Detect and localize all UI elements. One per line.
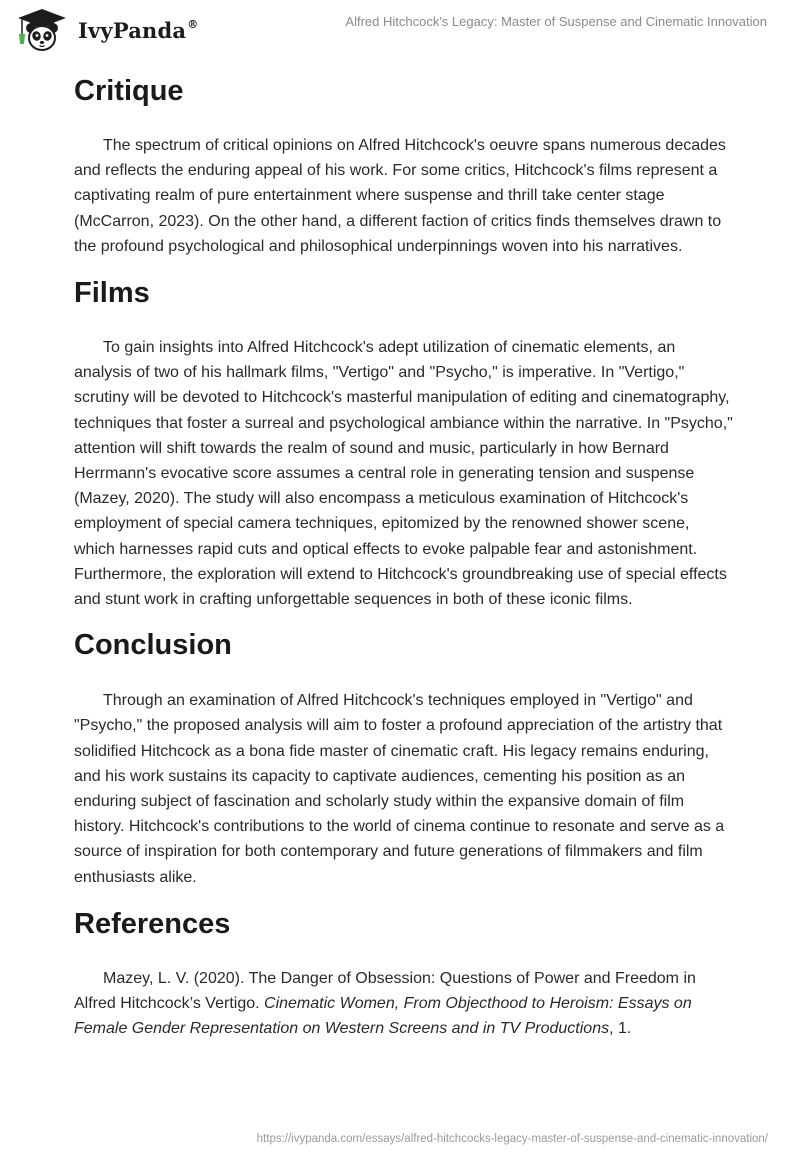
critique-paragraph: The spectrum of critical opinions on Alfred Hitchcock's oeuvre spans numerous decades and reflects the enduring appeal of his work. For some critics, Hitchcock's films represent a captivating realm of pure entertainment where suspense and thrill take center stage (McCarron, 2023). On the other hand, a different faction of critics finds themselves drawn to the profound psychological and philosophical underpinnings woven into his narratives.	[74, 137, 726, 255]
panda-graduation-icon	[14, 8, 70, 54]
reference-entry	[74, 966, 734, 1042]
brand-text: IvyPanda	[78, 17, 187, 43]
essay-body	[74, 70, 734, 1041]
brand-name	[78, 18, 198, 43]
registered-mark: ®	[187, 17, 199, 31]
reference-tail: , 1.	[609, 1020, 632, 1038]
conclusion-heading: Conclusion	[74, 629, 232, 662]
references-heading: References	[74, 907, 231, 940]
films-paragraph: To gain insights into Alfred Hitchcock's adept utilization of cinematic elements, an analysis of two of his hallmark films, "Vertigo" and "Psycho," is imperative. In "Vertigo," scrutiny will be devoted to Hitchcock's masterful manipulation of editing and cinematography, techniques that foster a surreal and psychological ambiance within the narrative. In "Psycho," attention will shift towards the realm of sound and music, particularly in how Bernard Herrmann's evocative score assumes a central role in generating tension and suspense (Mazey, 2020). The study will also encompass a meticulous examination of Hitchcock's employment of special camera techniques, epitomized by the renowned shower scene, which harnesses rapid cuts and optical effects to evoke palpable fear and astonishment. Furthermore, the exploration will extend to Hitchcock's groundbreaking use of special effects and stunt work in crafting unforgettable sequences in both of these iconic films.	[74, 339, 733, 609]
conclusion-section	[74, 624, 734, 890]
page-header	[0, 0, 800, 60]
source-url[interactable]: https://ivypanda.com/essays/alfred-hitchcocks-legacy-master-of-suspense-and-cinematic-innovation/	[256, 1133, 768, 1145]
references-section	[74, 903, 734, 1042]
films-section	[74, 272, 734, 612]
critique-section	[74, 70, 734, 259]
conclusion-paragraph: Through an examination of Alfred Hitchcock's techniques employed in "Vertigo" and "Psycho," the proposed analysis will aim to foster a profound appreciation of the artistry that solidified Hitchcock as a bona fide master of cinematic craft. His legacy remains enduring, and his work sustains its capacity to captivate audiences, cementing his position as an enduring subject of fascination and scholarly study within the expansive domain of film history. Hitchcock's contributions to the world of cinema continue to resonate and serve as a source of inspiration for both contemporary and future generations of filmmakers and film enthusiasts alike.	[74, 692, 725, 886]
reference-lead: Mazey, L. V. (2020). The Danger of Obsession: Questions of Power and Freedom in Alfred Hitchcock’s Vertigo.	[74, 969, 696, 1013]
ivypanda-logo[interactable]	[14, 8, 198, 54]
critique-heading: Critique	[74, 75, 184, 107]
document-title: Alfred Hitchcock's Legacy: Master of Suspense and Cinematic Innovation	[345, 14, 767, 29]
reference-source-title: Cinematic Women, From Objecthood to Heroism: Essays on Female Gender Representation on Western Screens and in TV Productions	[74, 995, 692, 1038]
films-heading: Films	[74, 277, 150, 310]
